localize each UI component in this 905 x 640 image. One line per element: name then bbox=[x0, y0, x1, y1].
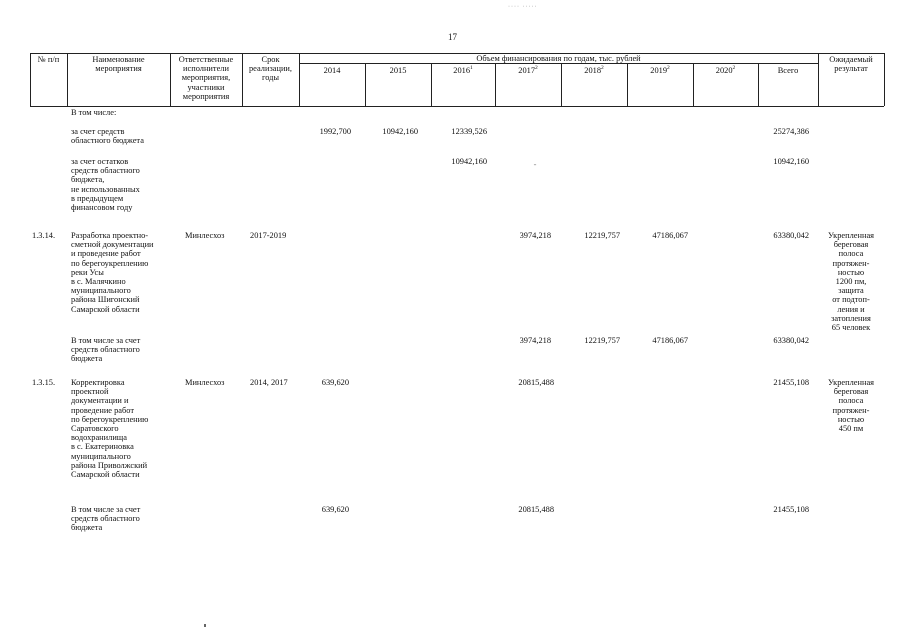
row-6-name: В том числе за счет средств областного бюджета bbox=[71, 505, 141, 533]
row-1-name: за счет средств областного бюджета bbox=[71, 127, 144, 146]
row-5-responsible: Минлесхоз bbox=[185, 378, 225, 387]
header-year-2020: 2020$^2$ bbox=[715, 65, 736, 75]
row-3-total: 63380,042 bbox=[773, 231, 809, 240]
row-3-y2018: 12219,757 bbox=[584, 231, 620, 240]
row-5-y2014: 639,620 bbox=[321, 378, 349, 387]
row-5-result: Укрепленная береговая полоса протяжен- ностью 450 пм bbox=[827, 378, 875, 434]
row-3-term: 2017-2019 bbox=[250, 231, 287, 240]
header-year-2016: 2016$^1$ bbox=[453, 65, 473, 75]
row-6-y2014: 639,620 bbox=[321, 505, 349, 514]
row-5-term: 2014, 2017 bbox=[250, 378, 288, 387]
header-col-result: Ожидаемый результат bbox=[829, 55, 873, 74]
row-5-num: 1.3.15. bbox=[32, 378, 56, 387]
header-year-2014: 2014 bbox=[323, 66, 341, 75]
header-mark: ···· ····· bbox=[508, 4, 538, 10]
row-0-name: В том числе: bbox=[71, 108, 117, 117]
row-3-responsible: Минлесхоз bbox=[185, 231, 225, 240]
header-year-2017: 2017$^2$ bbox=[518, 65, 538, 75]
header-col-name: Наименование мероприятия bbox=[92, 55, 145, 74]
row-2-total: 10942,160 bbox=[773, 157, 809, 166]
row-1-total: 25274,386 bbox=[773, 127, 809, 136]
row-3-num: 1.3.14. bbox=[32, 231, 56, 240]
header-year-2019: 2019$^2$ bbox=[650, 65, 670, 75]
row-5-y2017: 20815,488 bbox=[518, 378, 554, 387]
row-6-y2017: 20815,488 bbox=[518, 505, 554, 514]
header-col-total: Всего bbox=[777, 66, 799, 75]
row-2-y2017: - bbox=[533, 160, 537, 169]
row-1-y2016: 12339,526 bbox=[451, 127, 487, 136]
header-col-num: № п/п bbox=[37, 55, 60, 64]
row-1-y2015: 10942,160 bbox=[382, 127, 418, 136]
row-2-name: за счет остатков средств областного бюджета, не использованных в предыдущем финансовом году bbox=[71, 157, 140, 213]
row-3-y2017: 3974,218 bbox=[519, 231, 551, 240]
row-3-result: Укрепленная береговая полоса протяжен- ностью 1200 пм, защита от подтоп- ления и затопления 65 человек bbox=[827, 231, 875, 333]
header-year-2015: 2015 bbox=[389, 66, 407, 75]
row-4-y2017: 3974,218 bbox=[519, 336, 551, 345]
row-4-y2019: 47186,067 bbox=[652, 336, 688, 345]
page-number: 17 bbox=[448, 32, 457, 42]
row-4-total: 63380,042 bbox=[773, 336, 809, 345]
scan-speck bbox=[204, 624, 206, 627]
row-1-y2014: 1992,700 bbox=[319, 127, 351, 136]
row-5-total: 21455,108 bbox=[773, 378, 809, 387]
header-year-2018: 2018$^2$ bbox=[584, 65, 604, 75]
header-col-responsible: Ответственные исполнители мероприятия, участники мероприятия bbox=[178, 55, 234, 101]
row-6-total: 21455,108 bbox=[773, 505, 809, 514]
row-4-name: В том числе за счет средств областного бюджета bbox=[71, 336, 141, 364]
row-3-y2019: 47186,067 bbox=[652, 231, 688, 240]
row-5-name: Корректировка проектной документации и проведение работ по берегоукреплению Саратовского водохранилища в с. Екатериновка муниципального района Приволжский Самарской области bbox=[71, 378, 149, 480]
row-4-y2018: 12219,757 bbox=[584, 336, 620, 345]
header-col-finance: Объем финансирования по годам, тыс. рублей bbox=[476, 54, 641, 63]
row-3-name: Разработка проектно- сметной документации и проведение работ по берегоукреплению реки Усы в с. Малячкино муниципального района Шигонский Самарской области bbox=[71, 231, 154, 314]
header-col-term: Срок реализации, годы bbox=[248, 55, 293, 83]
row-2-y2016: 10942,160 bbox=[451, 157, 487, 166]
